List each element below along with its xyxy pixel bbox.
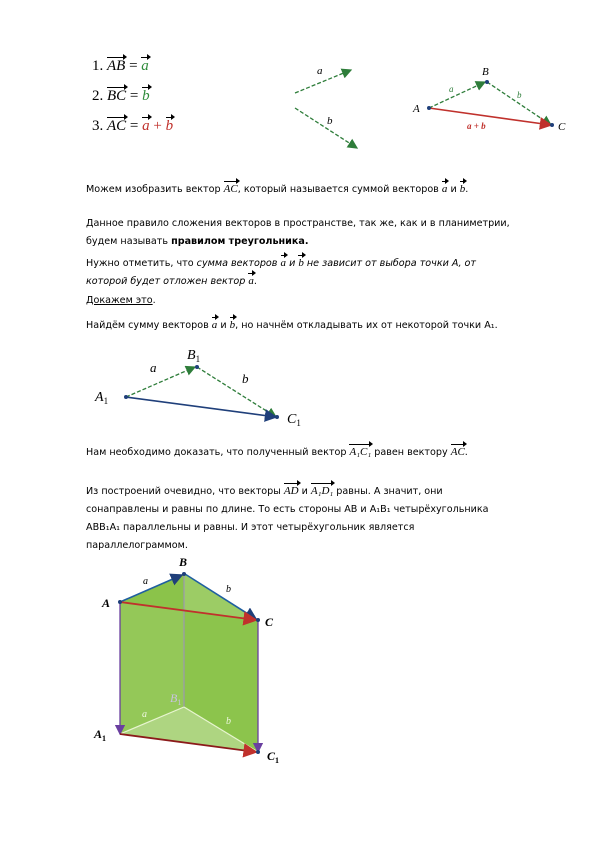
text: . bbox=[464, 447, 468, 458]
text: Можем изобразить вектор bbox=[86, 184, 224, 195]
vector-a1c1-arrow bbox=[126, 397, 276, 417]
vector-ac: AC bbox=[450, 446, 465, 458]
formula-number: 3. bbox=[92, 118, 104, 134]
text: равен вектору bbox=[371, 447, 451, 458]
text-line: АВВ₁А₁ параллельны и равны. И этот четырёхугольник является bbox=[86, 522, 415, 533]
vector-a-arrow bbox=[126, 367, 195, 397]
label-b-bottom: b bbox=[226, 716, 231, 727]
paragraph-independence bbox=[86, 256, 476, 289]
text: которой будет отложен вектор bbox=[86, 276, 249, 287]
vector-ac: AC bbox=[107, 118, 127, 134]
paragraph-sum-definition bbox=[86, 182, 468, 197]
point-a bbox=[427, 106, 431, 110]
text: , который называется суммой векторов bbox=[237, 184, 442, 195]
text: и bbox=[298, 486, 311, 497]
label-point-b: B bbox=[482, 66, 489, 78]
paragraph-triangle-rule bbox=[86, 216, 510, 249]
label-a: a bbox=[317, 65, 323, 77]
point-b bbox=[182, 572, 186, 576]
formula-3 bbox=[92, 118, 173, 148]
text: , но начнём откладывать их от некоторой точки А₁. bbox=[235, 320, 498, 331]
vector-b: b bbox=[165, 118, 174, 134]
equals-sign: = bbox=[129, 88, 139, 104]
text: не зависит от выбора точки А, от bbox=[303, 258, 477, 269]
equals-sign: = bbox=[129, 118, 139, 134]
label-point-a: A bbox=[413, 103, 420, 115]
text-line: параллелограммом. bbox=[86, 540, 188, 551]
label-a: a bbox=[449, 84, 454, 94]
vector-a: a bbox=[280, 257, 287, 269]
label-b: b bbox=[226, 584, 231, 595]
text: сумма векторов bbox=[196, 258, 281, 269]
text: Найдём сумму векторов bbox=[86, 320, 212, 331]
vector-b: b bbox=[298, 257, 304, 269]
text: и bbox=[217, 320, 230, 331]
text-line bbox=[86, 274, 476, 289]
vector-a1c1: A₁C₁ bbox=[349, 446, 372, 458]
plus-sign: + bbox=[153, 118, 162, 134]
point-c1 bbox=[256, 750, 260, 754]
vector-a: a bbox=[141, 58, 149, 74]
label-a-plus-b: a + b bbox=[467, 121, 486, 131]
formula-list bbox=[92, 58, 173, 148]
vector-b-arrow bbox=[197, 367, 276, 417]
text-line: сонаправлены и равны по длине. То есть стороны АВ и А₁В₁ четырёхугольника bbox=[86, 504, 489, 515]
figure-free-vectors bbox=[285, 60, 370, 160]
label-b: b bbox=[242, 371, 249, 386]
label-b: b bbox=[327, 115, 333, 127]
point-c bbox=[256, 618, 260, 622]
formula-1 bbox=[92, 58, 173, 88]
text: Из построений очевидно, что векторы bbox=[86, 486, 284, 497]
text: и bbox=[447, 184, 460, 195]
point-c1 bbox=[275, 415, 279, 419]
label-a: a bbox=[143, 576, 148, 587]
label-b: b bbox=[517, 90, 522, 100]
vector-ad: AD bbox=[283, 485, 299, 497]
label-point-a1: $A_1$ bbox=[94, 727, 107, 743]
label-a-bottom: a bbox=[142, 709, 147, 720]
text: . bbox=[253, 276, 257, 287]
text-line bbox=[86, 484, 489, 499]
text: Докажем это bbox=[86, 295, 153, 306]
text: . bbox=[465, 184, 469, 195]
text: Нам необходимо доказать, что полученный вектор bbox=[86, 447, 350, 458]
label-point-a1: $A_1$ bbox=[95, 390, 109, 406]
text: . bbox=[152, 295, 156, 306]
label-point-c1: $C_1$ bbox=[287, 412, 301, 428]
paragraph-need-prove bbox=[86, 445, 468, 460]
vector-bc: BC bbox=[107, 88, 127, 104]
text: будем называть bbox=[86, 236, 172, 247]
figure-triangle-rule bbox=[405, 62, 575, 137]
label-a: a bbox=[150, 360, 157, 375]
vector-a1d1: A₁D₁ bbox=[310, 485, 334, 497]
vector-a-arrow bbox=[295, 70, 351, 93]
point-a1 bbox=[124, 395, 128, 399]
vector-b-arrow bbox=[295, 108, 357, 148]
paragraph-prove bbox=[86, 293, 156, 308]
term-triangle-rule: правилом треугольника. bbox=[171, 236, 309, 247]
paragraph-find-sum bbox=[86, 318, 498, 333]
point-c bbox=[550, 123, 554, 127]
text: равны. А значит, они bbox=[333, 486, 443, 497]
vector-a: a bbox=[248, 275, 254, 287]
vector-ab-arrow bbox=[429, 82, 485, 108]
point-a bbox=[118, 600, 122, 604]
text-line bbox=[86, 234, 510, 249]
vector-ab: AB bbox=[107, 58, 126, 74]
label-point-b1: $B_1$ bbox=[170, 691, 182, 707]
figure-prism bbox=[88, 552, 303, 772]
point-b1 bbox=[195, 365, 199, 369]
vector-b: b bbox=[142, 88, 150, 104]
vector-ac: AC bbox=[223, 183, 238, 195]
vector-a: a bbox=[441, 183, 448, 195]
label-point-c: C bbox=[558, 121, 566, 133]
text-line: Данное правило сложения векторов в пространстве, так же, как и в планиметрии, bbox=[86, 218, 510, 229]
formula-number: 2. bbox=[92, 88, 104, 104]
label-point-a: A bbox=[102, 596, 111, 610]
vector-a: a bbox=[142, 118, 150, 134]
label-point-b: B bbox=[179, 555, 188, 569]
equals-sign: = bbox=[129, 58, 138, 74]
figure-triangle-a1b1c1 bbox=[90, 345, 320, 435]
vector-ac-arrow bbox=[429, 108, 551, 125]
label-point-c1: $C_1$ bbox=[267, 749, 280, 765]
formula-2 bbox=[92, 88, 173, 118]
formula-number: 1. bbox=[92, 58, 104, 74]
label-point-c: C bbox=[265, 615, 274, 629]
paragraph-construction bbox=[86, 484, 489, 553]
vector-b: b bbox=[229, 319, 236, 331]
text: и bbox=[286, 258, 299, 269]
label-point-b1: $B_1$ bbox=[187, 348, 201, 364]
vector-bc-arrow bbox=[487, 82, 551, 125]
text: Нужно отметить, что bbox=[86, 258, 197, 269]
text-line bbox=[86, 256, 476, 271]
vector-b: b bbox=[459, 183, 466, 195]
vector-a: a bbox=[211, 319, 218, 331]
point-b bbox=[485, 80, 489, 84]
